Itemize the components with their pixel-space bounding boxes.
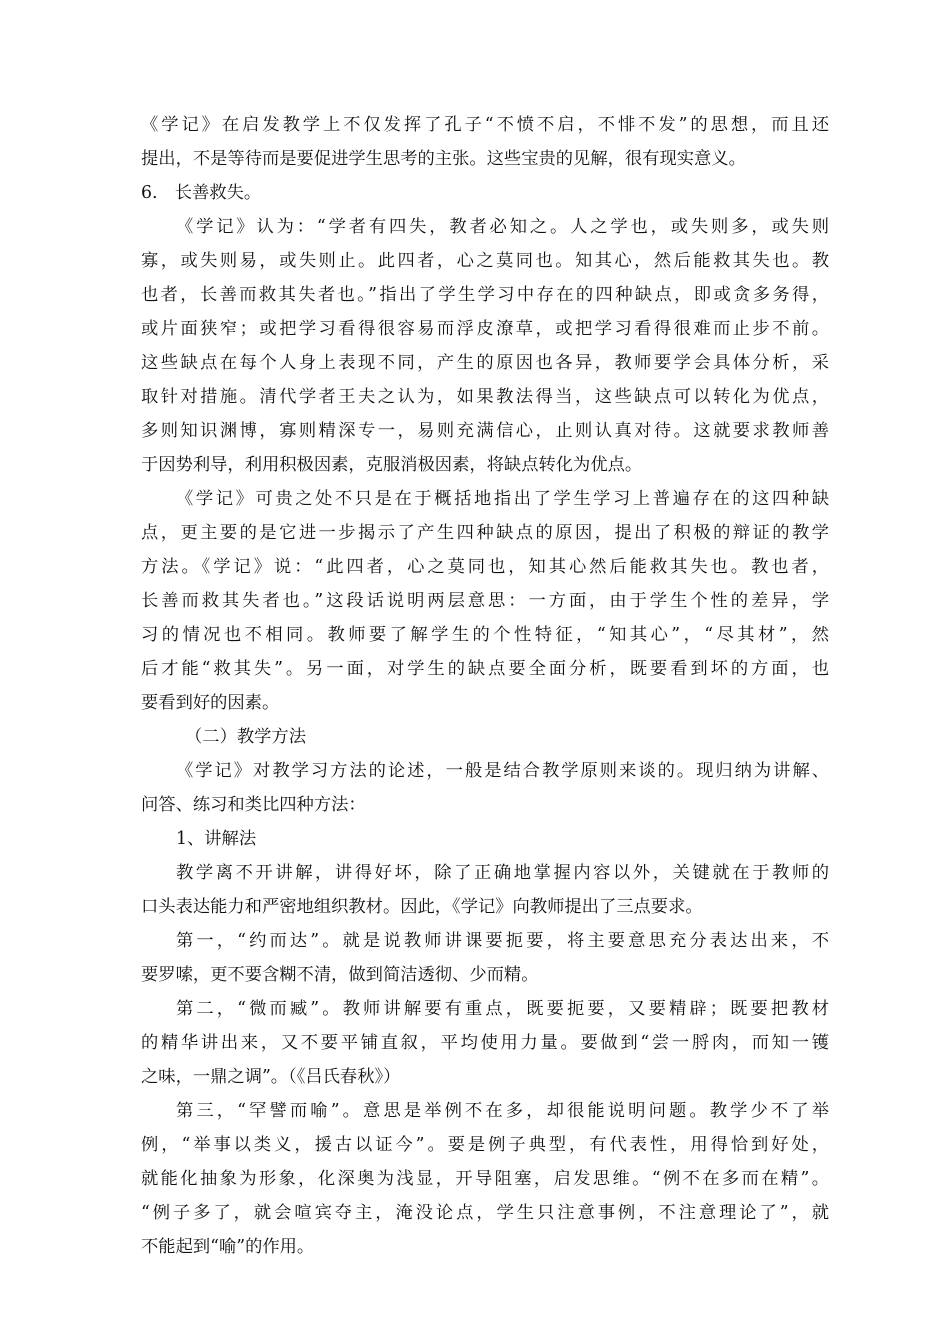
text-line: 的精华讲出来，又不要平铺直叙，平均使用力量。要做到“尝一脟肉，而知一镬 bbox=[141, 1033, 829, 1053]
text-line: “例子多了，就会喧宾夺主，淹没论点，学生只注意事例，不注意理论了”，就 bbox=[141, 1203, 829, 1223]
text-line: 也者，长善而救其失者也。”指出了学生学习中存在的四种缺点，即或贪多务得， bbox=[141, 285, 829, 305]
text-line: 例，“举事以类义，援古以证今”。要是例子典型，有代表性，用得恰到好处， bbox=[141, 1135, 829, 1155]
text-line: 提出，不是等待而是要促进学生思考的主张。这些宝贵的见解，很有现实意义。 bbox=[141, 149, 746, 169]
heading-changshan-jiushi bbox=[141, 176, 829, 210]
para-dier bbox=[141, 992, 829, 1094]
heading-jiaoxue-fangfa bbox=[141, 720, 829, 754]
para-diyi bbox=[141, 924, 829, 992]
text-line: 《学记》可贵之处不只是在于概括地指出了学生学习上普遍存在的这四种缺 bbox=[176, 489, 829, 509]
para-kegui bbox=[141, 482, 829, 720]
text-line: 1、讲解法 bbox=[176, 829, 257, 849]
para-disan bbox=[141, 1094, 829, 1264]
text-line: 第二，“微而臧”。教师讲解要有重点，既要扼要，又要精辟；既要把教材 bbox=[176, 999, 829, 1019]
text-line: 取针对措施。清代学者王夫之认为，如果教法得当，这些缺点可以转化为优点， bbox=[141, 387, 829, 407]
text-line: 长善而救其失者也。”这段话说明两层意思：一方面，由于学生个性的差异，学 bbox=[141, 591, 829, 611]
para-qifa-summary bbox=[141, 108, 829, 176]
text-line: 第三，“罕譬而喻”。意思是举例不在多，却很能说明问题。教学少不了举 bbox=[176, 1101, 829, 1121]
para-jiangjie bbox=[141, 856, 829, 924]
text-line: 习的情况也不相同。教师要了解学生的个性特征，“知其心”，“尽其材”，然 bbox=[141, 625, 829, 645]
text-line: 点，更主要的是它进一步揭示了产生四种缺点的原因，提出了积极的辩证的教学 bbox=[141, 523, 829, 543]
text-line: 或片面狭窄；或把学习看得很容易而浮皮潦草，或把学习看得很难而止步不前。 bbox=[141, 319, 829, 339]
text-line: 《学记》在启发教学上不仅发挥了孔子“不愤不启，不悱不发”的思想，而且还 bbox=[141, 115, 829, 135]
text-line: 之味，一鼎之调”。（《吕氏春秋》） bbox=[141, 1067, 401, 1087]
text-line: 寡，或失则易，或失则止。此四者，心之莫同也。知其心，然后能救其失也。教 bbox=[141, 251, 829, 271]
text-line: 教学离不开讲解，讲得好坏，除了正确地掌握内容以外，关键就在于教师的 bbox=[176, 863, 829, 883]
text-line: 多则知识渊博，寡则精深专一，易则充满信心，止则认真对待。这就要求教师善 bbox=[141, 421, 829, 441]
para-fangfa-intro bbox=[141, 754, 829, 822]
text-line: 要罗嗦，更不要含糊不清，做到简洁透彻、少而精。 bbox=[141, 965, 539, 985]
text-line: 方法。《学记》说：“此四者，心之莫同也，知其心然后能救其失也。教也者， bbox=[141, 557, 829, 577]
text-line: 后才能“救其失”。另一面，对学生的缺点要全面分析，既要看到坏的方面，也 bbox=[141, 659, 829, 679]
para-sishi bbox=[141, 210, 829, 482]
text-line: 问答、练习和类比四种方法： bbox=[141, 795, 366, 815]
text-line: 于因势利导，利用积极因素，克服消极因素，将缺点转化为优点。 bbox=[141, 455, 643, 475]
text-line: 口头表达能力和严密地组织教材。因此，《学记》向教师提出了三点要求。 bbox=[141, 897, 703, 917]
text-line: 就能化抽象为形象，化深奥为浅显，开导阻塞，启发思维。“例不在多而在精”。 bbox=[141, 1169, 829, 1189]
text-line: （二）教学方法 bbox=[185, 727, 306, 747]
heading-jiangjiefa bbox=[141, 822, 829, 856]
text-line: 这些缺点在每个人身上表现不同，产生的原因也各异，教师要学会具体分析，采 bbox=[141, 353, 829, 373]
text-line: 《学记》认为：“学者有四失，教者必知之。人之学也，或失则多，或失则 bbox=[176, 217, 829, 237]
text-line: 要看到好的因素。 bbox=[141, 693, 280, 713]
text-line: 《学记》对教学习方法的论述，一般是结合教学原则来谈的。现归纳为讲解、 bbox=[176, 761, 829, 781]
text-line: 6. 长善救失。 bbox=[141, 183, 262, 203]
document-page bbox=[141, 108, 829, 1264]
text-line: 不能起到“喻”的作用。 bbox=[141, 1237, 315, 1257]
text-line: 第一，“约而达”。就是说教师讲课要扼要，将主要意思充分表达出来，不 bbox=[176, 931, 829, 951]
